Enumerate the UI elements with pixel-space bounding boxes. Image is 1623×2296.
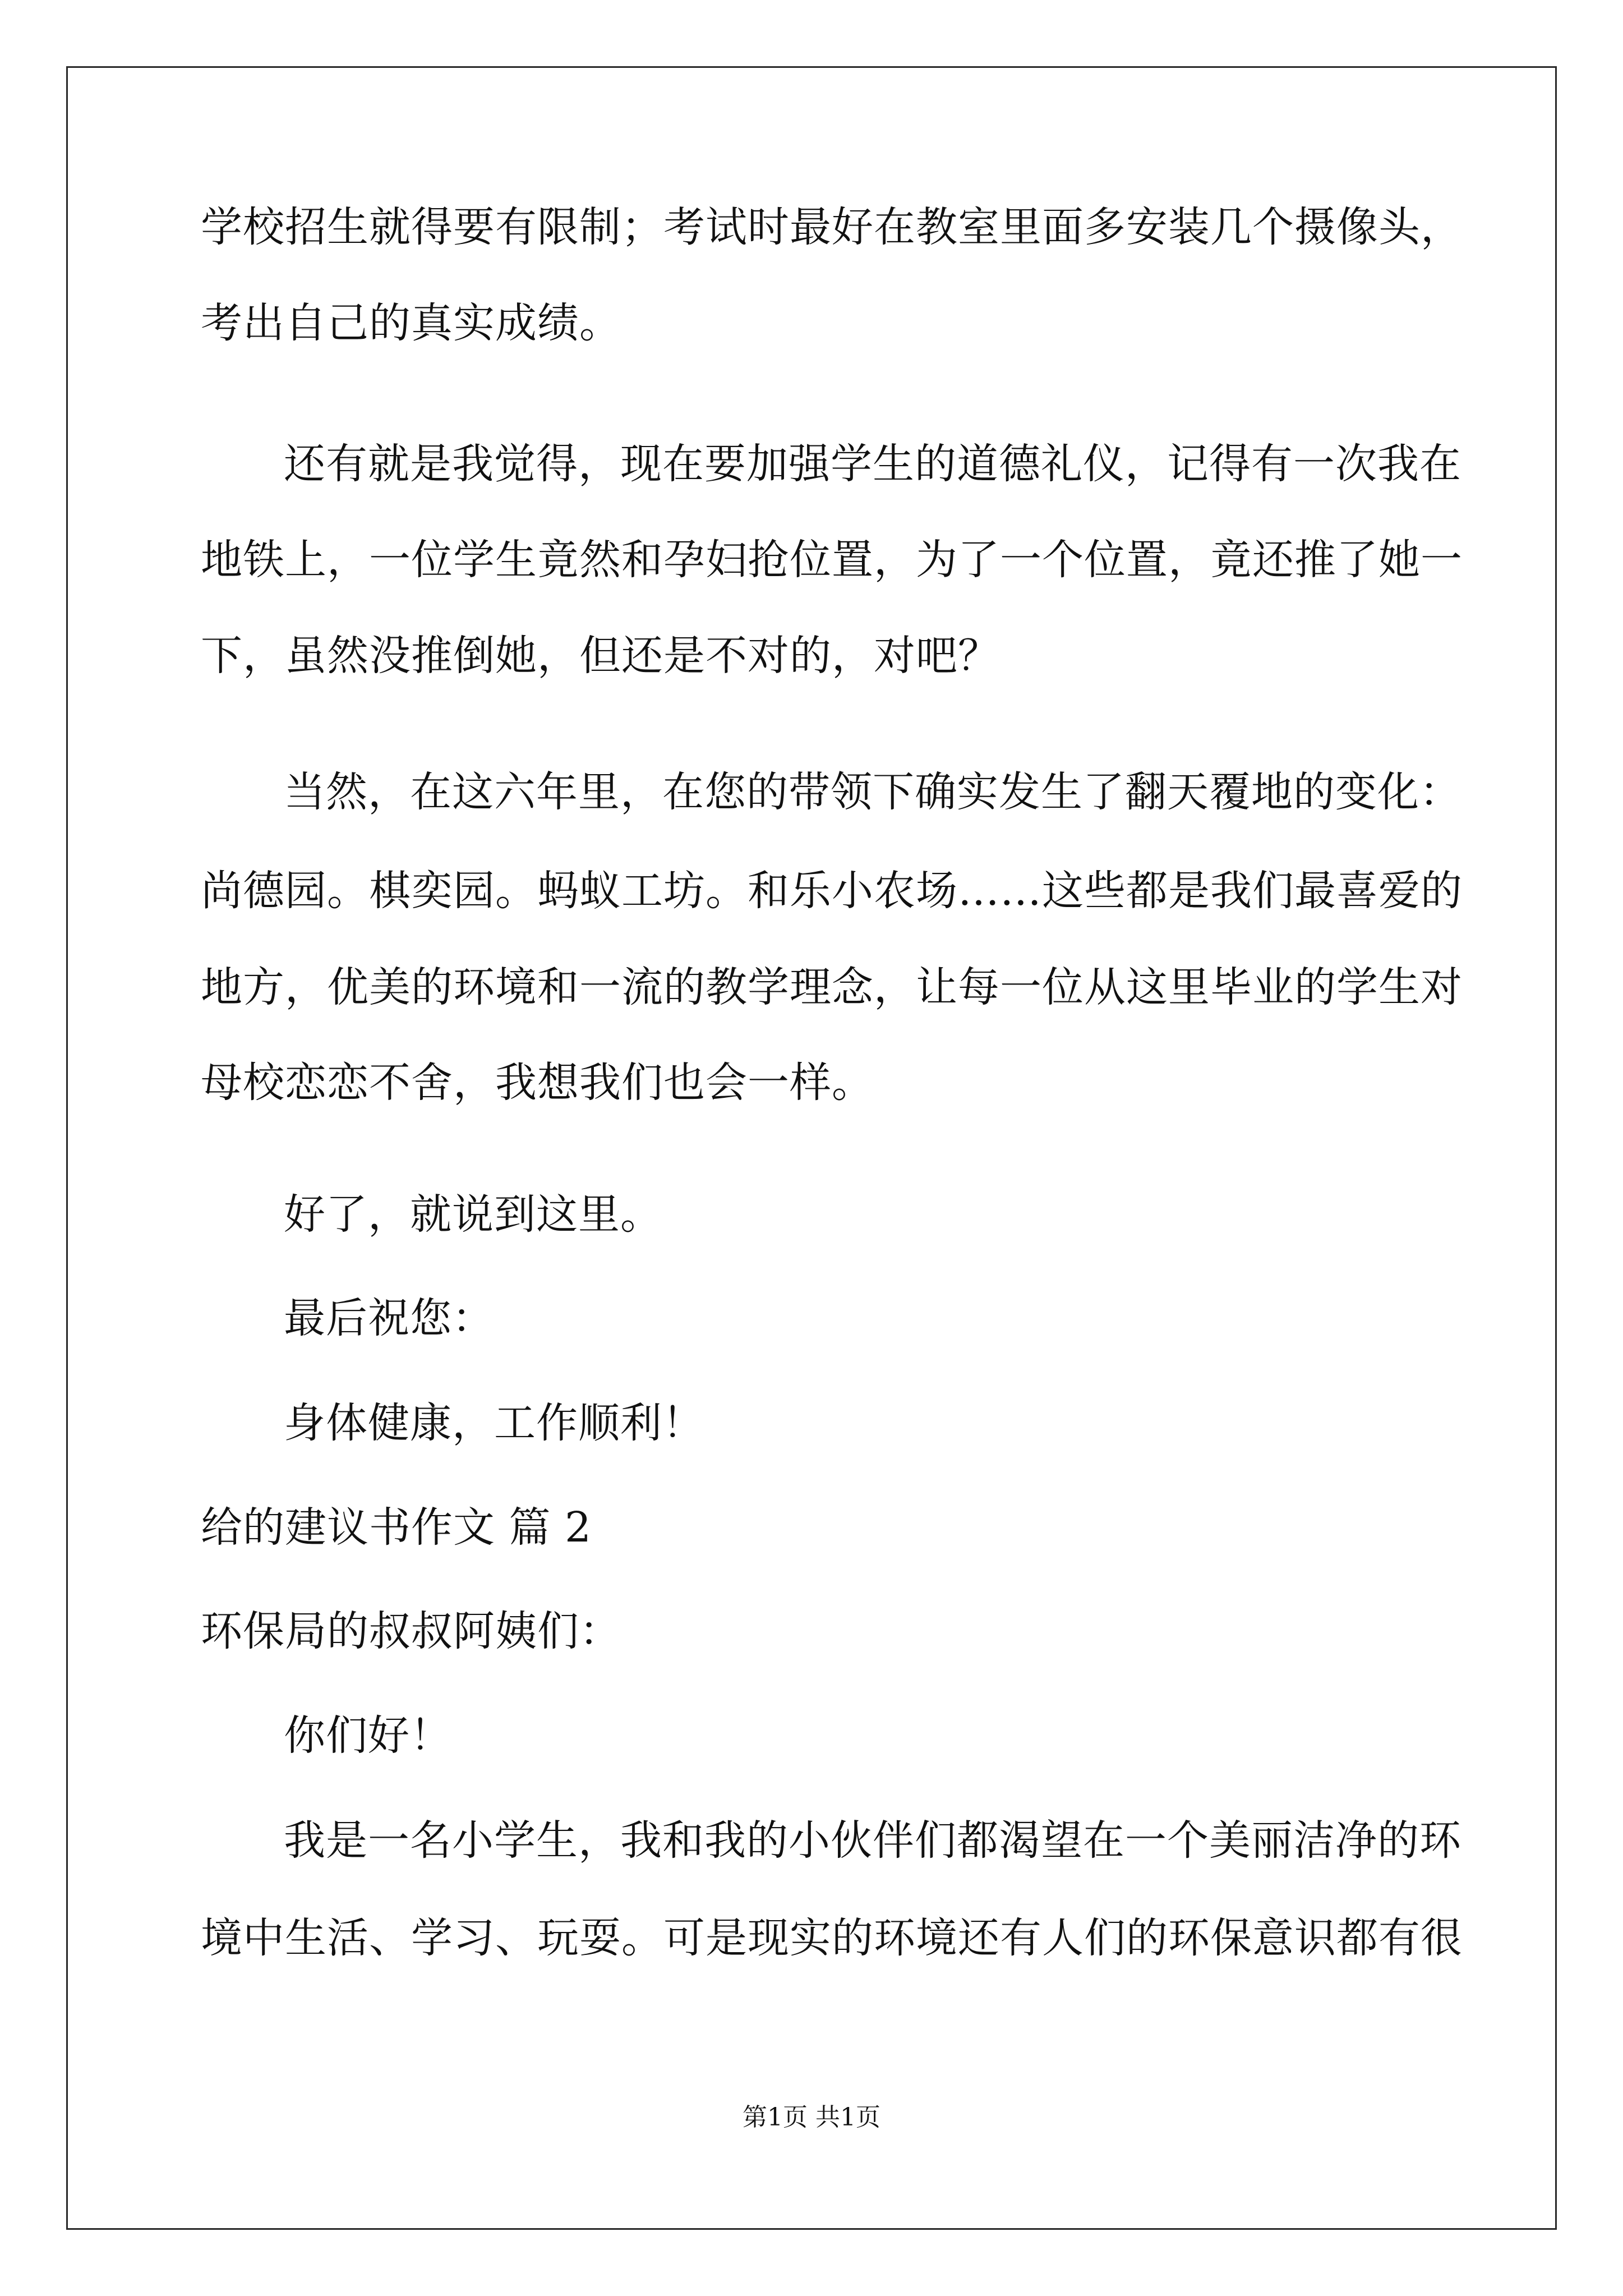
body-line: 尚德园。棋奕园。蚂蚁工坊。和乐小农场……这些都是我们最喜爱的 xyxy=(201,867,1463,915)
body-line: 地方，优美的环境和一流的教学理念，让每一位从这里毕业的学生对 xyxy=(201,963,1463,1011)
body-line: 母校恋恋不舍，我想我们也会一样。 xyxy=(201,1059,874,1107)
body-line: 当然，在这六年里，在您的带领下确实发生了翻天覆地的变化： xyxy=(284,768,1461,816)
section-heading: 给的建议书作文 篇 2 xyxy=(201,1503,592,1552)
greeting: 你们好！ xyxy=(284,1711,452,1760)
body-line: 好了，就说到这里。 xyxy=(284,1190,662,1239)
body-line: 地铁上，一位学生竟然和孕妇抢位置，为了一个位置，竟还推了她一 xyxy=(201,536,1463,584)
body-line: 下，虽然没推倒她，但还是不对的，对吧？ xyxy=(201,632,1000,680)
body-line: 境中生活、学习、玩耍。可是现实的环境还有人们的环保意识都有很 xyxy=(201,1914,1463,1962)
body-line: 最后祝您： xyxy=(284,1294,494,1342)
body-line: 考出自己的真实成绩。 xyxy=(201,299,621,347)
salutation: 环保局的叔叔阿姨们： xyxy=(201,1607,621,1655)
body-line: 我是一名小学生，我和我的小伙伴们都渴望在一个美丽洁净的环 xyxy=(284,1816,1461,1865)
body-line: 身体健康，工作顺利！ xyxy=(284,1399,704,1447)
body-line: 学校招生就得要有限制；考试时最好在教室里面多安装几个摄像头， xyxy=(201,203,1463,251)
page-border xyxy=(66,66,1557,2230)
page-footer: 第1页 共1页 xyxy=(743,2103,880,2132)
body-line: 还有就是我觉得，现在要加强学生的道德礼仪，记得有一次我在 xyxy=(284,440,1461,488)
